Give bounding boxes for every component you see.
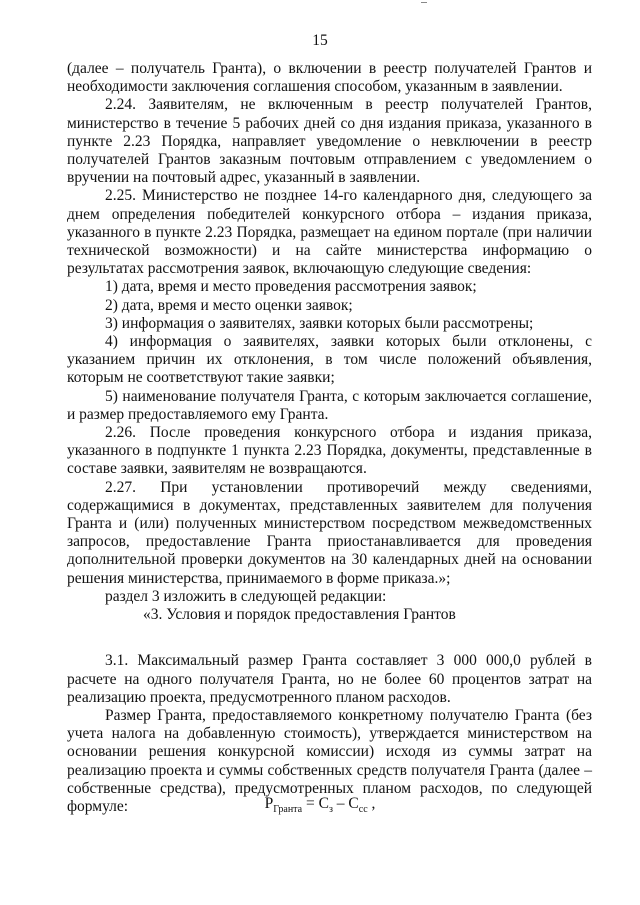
list-item-5: 5) наименование получателя Гранта, с которым заключается соглашение, и размер предоставляемого ему Гранта. bbox=[67, 387, 592, 423]
formula-lhs-subscript: Гранта bbox=[273, 804, 303, 816]
formula-tail: , bbox=[367, 795, 376, 812]
page-number: 15 bbox=[312, 32, 328, 49]
grant-formula bbox=[0, 795, 640, 815]
scan-mark bbox=[421, 2, 427, 3]
paragraph-grant-size: Размер Гранта, предоставляемого конкретному получателю Гранта (без учета налога на добавленную стоимость), утверждается министерством на основании решения конкурсной комиссии) исходя из суммы затрат на реализацию проекта и суммы собственных средств получателя Гранта (далее – собственные средства), предусмотренных планом расходов, по следующей формуле: bbox=[67, 706, 592, 815]
paragraph-section-3-intro: раздел 3 изложить в следующей редакции: bbox=[105, 587, 387, 605]
paragraph-continuation: (далее – получатель Гранта), о включении в реестр получателей Грантов и необходимости заключения соглашения способом, указанным в заявлении. bbox=[67, 60, 592, 96]
formula-equals: = bbox=[302, 795, 319, 812]
list-item-2: 2) дата, время и место оценки заявок; bbox=[105, 296, 353, 314]
formula-lhs: Р bbox=[264, 795, 274, 812]
list-item-3: 3) информация о заявителях, заявки которых были рассмотрены; bbox=[105, 314, 534, 332]
paragraph-2-26: 2.26. После проведения конкурсного отбора и издания приказа, указанного в подпункте 1 пункта 2.23 Порядка, документы, представленные в составе заявки, заявителям не возвращаются. bbox=[67, 424, 592, 478]
document-body bbox=[67, 60, 592, 816]
paragraph-2-27: 2.27. При установлении противоречий между сведениями, содержащимися в документах, представленных заявителем для получения Гранта и (или) полученных министерством посредством межведомственных запросов, предоставление Гранта приостанавливается для проведения дополнительной проверки документов на 30 календарных дней на основании решения министерства, принимаемого в форме приказа.»; bbox=[67, 478, 592, 587]
paragraph-2-24: 2.24. Заявителям, не включенным в реестр получателей Грантов, министерство в течение 5 рабочих дней со дня издания приказа, указанного в пункте 2.23 Порядка, направляет уведомление о невключении в реестр получателей Грантов заказным почтовым отправлением с уведомлением о вручении на почтовый адрес, указанный в заявлении. bbox=[67, 96, 592, 187]
list-item-4: 4) информация о заявителях, заявки которых были отклонены, с указанием причин их отклонения, в том числе положений объявления, которым не соответствуют такие заявки; bbox=[67, 333, 592, 387]
paragraph-3-1: 3.1. Максимальный размер Гранта составляет 3 000 000,0 рублей в расчете на одного получателя Гранта, но не более 60 процентов затрат на реализацию проекта, предусмотренного планом расходов. bbox=[67, 652, 592, 706]
formula-term-costs: С bbox=[318, 795, 329, 812]
list-item-1: 1) дата, время и место проведения рассмотрения заявок; bbox=[105, 278, 477, 296]
section-3-heading: «3. Условия и порядок предоставления Грантов bbox=[143, 606, 456, 624]
formula-term-own-funds: С bbox=[348, 795, 359, 812]
formula-term-own-funds-subscript: сс bbox=[358, 804, 368, 816]
formula-minus: – bbox=[332, 795, 349, 812]
formula-term-costs-subscript: з bbox=[328, 804, 333, 816]
paragraph-2-25: 2.25. Министерство не позднее 14-го календарного дня, следующего за днем определения победителей конкурсного отбора – издания приказа, указанного в пункте 2.23 Порядка, размещает на едином портале (при наличии технической возможности) и на сайте министерства информацию о результатах рассмотрения заявок, включающую следующие сведения: bbox=[67, 187, 592, 278]
